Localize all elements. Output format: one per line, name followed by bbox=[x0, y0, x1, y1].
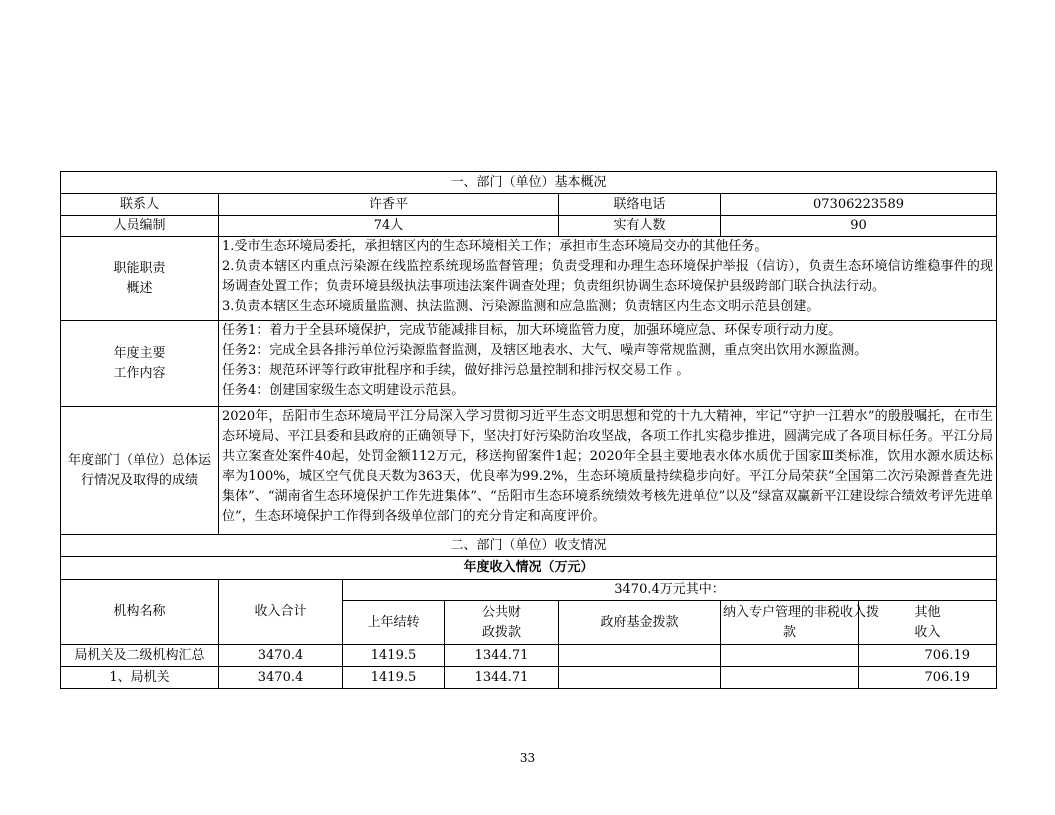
other-header-line2: 收入 bbox=[914, 624, 941, 640]
income-title: 年度收入情况（万元） bbox=[61, 557, 997, 580]
annual-tasks-label-line2: 工作内容 bbox=[113, 365, 166, 381]
performance-text: 2020年，岳阳市生态环境局平江分局深入学习贯彻习近平生态文明思想和党的十九大精神，牢记“守护一江碧水”的殷殷嘱托，在市生态环境局、平江县委和县政府的正确领导下，坚决打好污染防治攻坚战，各项工作扎实稳步推进，圆满完成了各项目标任务。平江分局共立案查处案件40起，处罚金额112万元，移送拘留案件1起；2020年全县主要地表水体水质优于国家Ⅲ类标准，饮用水源水质达标率为100%，城区空气优良天数为363天，优良率为99.2%，生态环境质量持续稳步向好。平江分局荣获“全国第二次污染源普查先进集体”、“湖南省生态环境保护工作先进集体”、“岳阳市生态环境系统绩效考核先进单位”以及“绿富双赢新平江建设综合绩效考评先进单位”，生态环境保护工作得到各级单位部门的充分肯定和高度评价。 bbox=[222, 409, 994, 524]
contact-label: 联系人 bbox=[61, 194, 219, 216]
nontax-header-line2: 款 bbox=[782, 624, 796, 640]
other-header bbox=[859, 601, 997, 645]
nontax-header bbox=[721, 601, 880, 645]
staff-row bbox=[61, 216, 997, 237]
income-title-row bbox=[61, 557, 997, 580]
budget-sheet bbox=[60, 171, 996, 689]
phone-label: 联络电话 bbox=[559, 194, 721, 216]
row-carryover: 1419.5 bbox=[343, 667, 445, 689]
actual-staff-label: 实有人数 bbox=[559, 216, 721, 237]
table-row bbox=[61, 645, 997, 667]
section2-title: 二、部门（单位）收支情况 bbox=[61, 535, 997, 557]
task-item: 任务4：创建国家级生态文明建设示范县。 bbox=[222, 383, 465, 398]
duty-item: 2.负责本辖区内重点污染源在线监控系统现场监督管理；负责受理和办理生态环境保护举报（信访），负责生态环境信访维稳事件的现场调查处置工作；负责环境县级执法事项违法案件调查处理；负责组织协调生态环境保护县级跨部门联合执法行动。 bbox=[222, 259, 994, 294]
task-item: 任务2：完成全县各排污单位污染源监督监测，及辖区地表水、大气、噪声等常规监测，重点突出饮用水源监测。 bbox=[222, 343, 868, 358]
duties-content bbox=[219, 237, 997, 321]
total-header: 收入合计 bbox=[219, 580, 343, 645]
carryover-header: 上年结转 bbox=[343, 601, 445, 645]
duties-label-line1: 职能职责 bbox=[113, 260, 166, 276]
fiscal-header bbox=[445, 601, 559, 645]
row-name: 局机关及二级机构汇总 bbox=[61, 645, 219, 667]
section1-title: 一、部门（单位）基本概况 bbox=[61, 172, 997, 194]
section1-row bbox=[61, 172, 997, 194]
phone-value: 07306223589 bbox=[721, 194, 997, 216]
annual-tasks-label-line1: 年度主要 bbox=[113, 345, 166, 361]
income-summary-row bbox=[61, 580, 997, 601]
performance-label-line2: 行情况及取得的成绩 bbox=[80, 472, 198, 488]
row-fiscal: 1344.71 bbox=[445, 645, 559, 667]
row-nontax bbox=[721, 645, 859, 667]
staff-label: 人员编制 bbox=[61, 216, 219, 237]
row-fiscal: 1344.71 bbox=[445, 667, 559, 689]
section2-row bbox=[61, 535, 997, 557]
performance-content bbox=[219, 407, 997, 535]
annual-tasks-content bbox=[219, 321, 997, 407]
actual-staff-value: 90 bbox=[721, 216, 997, 237]
page-number: 33 bbox=[519, 751, 536, 765]
row-other: 706.19 bbox=[859, 667, 997, 689]
duty-item: 3.负责本辖区生态环境质量监测、执法监测、污染源监测和应急监测；负责辖区内生态文明示范县创建。 bbox=[222, 299, 820, 314]
other-header-line1: 其他 bbox=[914, 604, 941, 620]
performance-label-line1: 年度部门（单位）总体运 bbox=[67, 452, 211, 468]
row-total: 3470.4 bbox=[219, 667, 343, 689]
row-carryover: 1419.5 bbox=[343, 645, 445, 667]
duties-label bbox=[61, 237, 219, 321]
task-item: 任务1：着力于全县环境保护，完成节能减排目标，加大环境监管力度，加强环境应急、环保专项行动力度。 bbox=[222, 323, 842, 338]
duties-row bbox=[61, 237, 997, 321]
row-gov-fund bbox=[559, 645, 721, 667]
row-other: 706.19 bbox=[859, 645, 997, 667]
row-name: 1、局机关 bbox=[61, 667, 219, 689]
contact-row bbox=[61, 194, 997, 216]
contact-value: 许香平 bbox=[219, 194, 559, 216]
staff-value: 74人 bbox=[219, 216, 559, 237]
table-row bbox=[61, 667, 997, 689]
nontax-header-line1: 纳入专户管理的非税收入拨 bbox=[723, 604, 880, 620]
income-summary: 3470.4万元其中： bbox=[343, 580, 997, 601]
task-item: 任务3：规范环评等行政审批程序和手续，做好排污总量控制和排污权交易工作 。 bbox=[222, 363, 690, 378]
gov-fund-header: 政府基金拨款 bbox=[559, 601, 721, 645]
fiscal-header-line1: 公共财 bbox=[481, 604, 521, 620]
row-nontax bbox=[721, 667, 859, 689]
annual-tasks-label bbox=[61, 321, 219, 407]
fiscal-header-line2: 政拨款 bbox=[481, 624, 521, 640]
annual-tasks-row bbox=[61, 321, 997, 407]
org-name-header: 机构名称 bbox=[61, 580, 219, 645]
performance-row bbox=[61, 407, 997, 535]
department-overview-table bbox=[60, 171, 997, 689]
duty-item: 1.受市生态环境局委托，承担辖区内的生态环境相关工作；承担市生态环境局交办的其他任务。 bbox=[222, 239, 768, 254]
performance-label bbox=[61, 407, 219, 535]
duties-label-line2: 概述 bbox=[126, 280, 153, 296]
row-total: 3470.4 bbox=[219, 645, 343, 667]
row-gov-fund bbox=[559, 667, 721, 689]
